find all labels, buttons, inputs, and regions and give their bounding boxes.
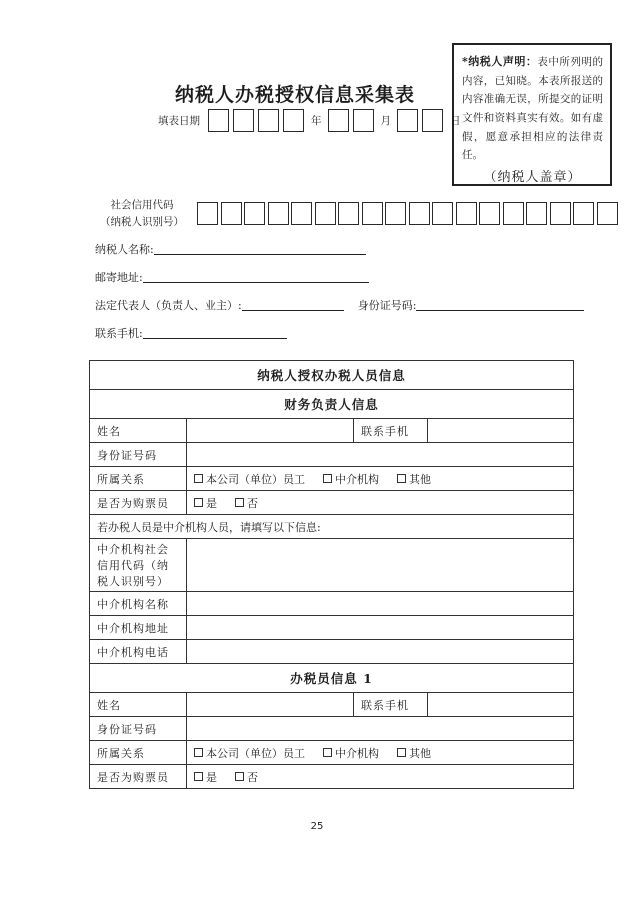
code-digit-box[interactable]: [456, 202, 477, 225]
code-digit-box[interactable]: [268, 202, 289, 225]
year-digit-box[interactable]: [208, 109, 229, 132]
checkbox-icon[interactable]: [323, 474, 332, 483]
declaration-title: *纳税人声明：: [462, 55, 538, 68]
credit-code-label-line1: 社会信用代码: [110, 199, 174, 211]
credit-code-label: [93, 197, 191, 231]
relation-label: 所属关系: [90, 741, 187, 765]
agency-code-label: 中介机构社会信用代码（纳税人识别号）: [90, 539, 187, 592]
ticket-option-label: 是: [206, 770, 217, 784]
checkbox-icon[interactable]: [194, 772, 203, 781]
name-label: 姓名: [90, 419, 187, 443]
day-digit-box[interactable]: [397, 109, 418, 132]
contact-phone-label: 联系手机:: [95, 327, 143, 340]
agency-address-label: 中介机构地址: [90, 616, 187, 640]
code-digit-box[interactable]: [550, 202, 571, 225]
ticket-option-label: 否: [247, 770, 258, 784]
code-digit-box[interactable]: [479, 202, 500, 225]
agency-note: 若办税人员是中介机构人员，请填写以下信息:: [90, 515, 574, 539]
code-digit-box[interactable]: [503, 202, 524, 225]
agency-name-input-cell[interactable]: [187, 592, 574, 616]
checkbox-icon[interactable]: [397, 748, 406, 757]
agency-address-input-cell[interactable]: [187, 616, 574, 640]
credit-code-row: [93, 197, 620, 231]
checkbox-icon[interactable]: [235, 772, 244, 781]
code-digit-box[interactable]: [409, 202, 430, 225]
mail-address-label: 邮寄地址:: [95, 271, 143, 284]
ticket-option-label: 否: [247, 496, 258, 510]
checkbox-icon[interactable]: [194, 748, 203, 757]
taxpayer-seal-label: （纳税人盖章）: [483, 170, 582, 186]
day-digit-box[interactable]: [422, 109, 443, 132]
ticket-option-yes[interactable]: [194, 495, 217, 511]
mail-address-field: [95, 269, 369, 285]
ticket-buyer-label: 是否为购票员: [90, 491, 187, 515]
relation-option-label: 中介机构: [335, 746, 379, 760]
code-digit-box[interactable]: [432, 202, 453, 225]
finance-name-input-cell[interactable]: [187, 419, 354, 443]
ticket-option-label: 是: [206, 496, 217, 510]
relation-option-other[interactable]: [397, 745, 431, 761]
year-digit-box[interactable]: [258, 109, 279, 132]
name-label: 姓名: [90, 693, 187, 717]
phone-label: 联系手机: [354, 419, 428, 443]
relation-options: [194, 471, 566, 487]
year-digit-box[interactable]: [233, 109, 254, 132]
checkbox-icon[interactable]: [397, 474, 406, 483]
agency-phone-label: 中介机构电话: [90, 640, 187, 664]
id-number-label: 身份证号码:: [357, 299, 417, 312]
agency-code-input-cell[interactable]: [187, 539, 574, 592]
credit-code-boxes: [197, 202, 620, 225]
clerk1-id-input-cell[interactable]: [187, 717, 574, 741]
finance-id-input-cell[interactable]: [187, 443, 574, 467]
section-title-clerk1: 办税员信息 1: [90, 664, 574, 693]
legal-rep-field: [95, 297, 584, 313]
clerk1-phone-input-cell[interactable]: [428, 693, 574, 717]
agency-name-label: 中介机构名称: [90, 592, 187, 616]
code-digit-box[interactable]: [573, 202, 594, 225]
ticket-option-no[interactable]: [235, 495, 258, 511]
declaration-body: 表中所列明的内容，已知晓。本表所报送的内容准确无误，所提交的证明文件和资料真实有效。如有虚假，愿意承担相应的法律责任。: [462, 56, 603, 162]
checkbox-icon[interactable]: [194, 474, 203, 483]
checkbox-icon[interactable]: [323, 748, 332, 757]
contact-phone-field: [95, 325, 287, 341]
ticket-options: [194, 495, 566, 511]
relation-label: 所属关系: [90, 467, 187, 491]
checkbox-icon[interactable]: [194, 498, 203, 507]
form-title: 纳税人办税授权信息采集表: [174, 84, 415, 106]
code-digit-box[interactable]: [526, 202, 547, 225]
relation-option-other[interactable]: [397, 471, 431, 487]
code-digit-box[interactable]: [315, 202, 336, 225]
ticket-options: [194, 769, 566, 785]
id-number-label: 身份证号码: [90, 443, 187, 467]
mail-address-input[interactable]: [143, 271, 369, 283]
taxpayer-name-label: 纳税人名称:: [95, 243, 154, 256]
page-number: 25: [310, 821, 324, 832]
relation-option-agency[interactable]: [323, 745, 379, 761]
id-number-input[interactable]: [416, 299, 584, 311]
code-digit-box[interactable]: [597, 202, 618, 225]
legal-rep-label: 法定代表人（负责人、业主）:: [95, 299, 242, 312]
fill-date-row: [158, 109, 467, 132]
code-digit-box[interactable]: [197, 202, 218, 225]
agency-phone-input-cell[interactable]: [187, 640, 574, 664]
code-digit-box[interactable]: [338, 202, 359, 225]
clerk1-name-input-cell[interactable]: [187, 693, 354, 717]
declaration-text: [462, 52, 603, 165]
finance-phone-input-cell[interactable]: [428, 419, 574, 443]
table-title: 纳税人授权办税人员信息: [90, 361, 574, 390]
month-label: 月: [380, 115, 391, 127]
credit-code-label-line2: （纳税人识别号）: [100, 215, 184, 228]
section-title-finance: 财务负责人信息: [90, 390, 574, 419]
code-digit-box[interactable]: [291, 202, 312, 225]
ticket-option-no[interactable]: [235, 769, 258, 785]
phone-label: 联系手机: [354, 693, 428, 717]
relation-option-label: 本公司（单位）员工: [206, 472, 305, 486]
relation-option-label: 中介机构: [335, 472, 379, 486]
clerk1-ticket-cell: [187, 765, 574, 789]
ticket-option-yes[interactable]: [194, 769, 217, 785]
contact-phone-input[interactable]: [143, 327, 287, 339]
year-digit-box[interactable]: [283, 109, 304, 132]
day-label: 日: [450, 115, 461, 127]
clerk1-relation-cell: [187, 741, 574, 765]
relation-option-employee[interactable]: [194, 471, 305, 487]
taxpayer-declaration-box: [452, 43, 612, 186]
finance-ticket-cell: [187, 491, 574, 515]
code-digit-box[interactable]: [362, 202, 383, 225]
taxpayer-name-field: [95, 241, 366, 257]
relation-option-label: 本公司（单位）员工: [206, 746, 305, 760]
year-label: 年: [311, 115, 322, 127]
personnel-table: [89, 360, 574, 789]
code-digit-box[interactable]: [221, 202, 242, 225]
finance-relation-cell: [187, 467, 574, 491]
fill-date-label: 填表日期: [158, 115, 200, 127]
code-digit-box[interactable]: [244, 202, 265, 225]
relation-option-employee[interactable]: [194, 745, 305, 761]
checkbox-icon[interactable]: [235, 498, 244, 507]
relation-options: [194, 745, 566, 761]
ticket-buyer-label: 是否为购票员: [90, 765, 187, 789]
taxpayer-name-input[interactable]: [154, 243, 366, 255]
id-number-label: 身份证号码: [90, 717, 187, 741]
month-digit-box[interactable]: [328, 109, 349, 132]
relation-option-agency[interactable]: [323, 471, 379, 487]
legal-rep-input[interactable]: [242, 299, 344, 311]
relation-option-label: 其他: [409, 746, 431, 760]
relation-option-label: 其他: [409, 472, 431, 486]
code-digit-box[interactable]: [385, 202, 406, 225]
month-digit-box[interactable]: [353, 109, 374, 132]
